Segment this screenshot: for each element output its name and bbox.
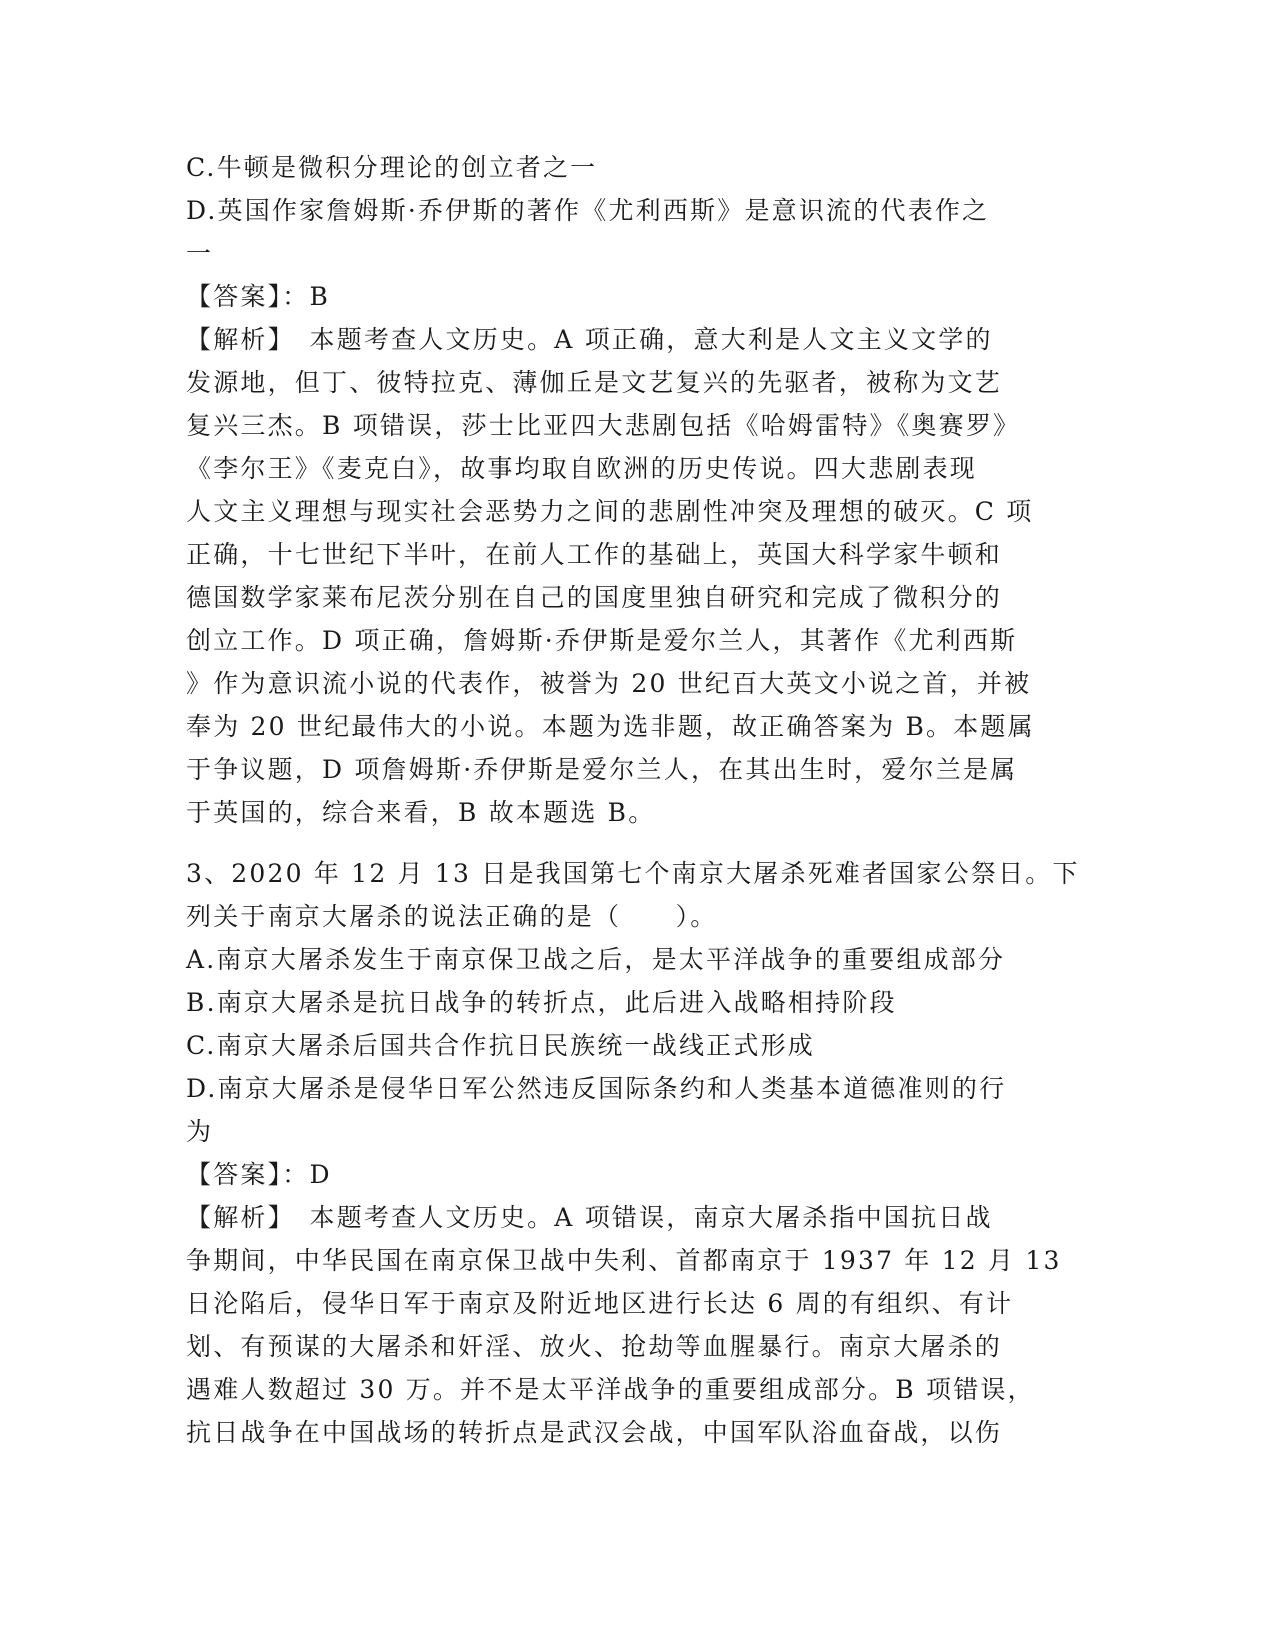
question-stem-line: 3、2020 年 12 月 13 日是我国第七个南京大屠杀死难者国家公祭日。下 <box>186 859 1080 888</box>
option-d-line: D.英国作家詹姆斯·乔伊斯的著作《尤利西斯》是意识流的代表作之 <box>186 196 990 225</box>
analysis-line: 发源地，但丁、彼特拉克、薄伽丘是文艺复兴的先驱者，被称为文艺 <box>186 368 1003 397</box>
option-a: A.南京大屠杀发生于南京保卫战之后，是太平洋战争的重要组成部分 <box>186 945 1006 974</box>
analysis-line: 划、有预谋的大屠杀和奸淫、放火、抢劫等血腥暴行。南京大屠杀的 <box>186 1332 1003 1361</box>
analysis-line: 正确，十七世纪下半叶，在前人工作的基础上，英国大科学家牛顿和 <box>186 540 1003 569</box>
question-spacer <box>186 834 1086 852</box>
analysis-line: 德国数学家莱布尼茨分别在自己的国度里独自研究和完成了微积分的 <box>186 583 1003 612</box>
analysis-line: 日沦陷后，侵华日军于南京及附近地区进行长达 6 周的有组织、有计 <box>186 1289 1014 1318</box>
option-d-line: 一 <box>186 239 214 268</box>
option-c: C.南京大屠杀后国共合作抗日民族统一战线正式形成 <box>186 1031 815 1060</box>
option-d-line: 为 <box>186 1117 214 1146</box>
option-d-line: D.南京大屠杀是侵华日军公然违反国际条约和人类基本道德准则的行 <box>186 1074 1007 1103</box>
document-page <box>186 146 1086 1454</box>
analysis-block <box>186 1196 1086 1454</box>
option-c: C.牛顿是微积分理论的创立者之一 <box>186 153 598 182</box>
analysis-line: 《李尔王》《麦克白》，故事均取自欧洲的历史传说。四大悲剧表现 <box>186 454 978 483</box>
question-stem-line: 列关于南京大屠杀的说法正确的是（ ）。 <box>186 902 718 931</box>
analysis-line: 【解析】 本题考查人文历史。A 项错误，南京大屠杀指中国抗日战 <box>186 1203 993 1232</box>
analysis-line: 抗日战争在中国战场的转折点是武汉会战，中国军队浴血奋战，以伤 <box>186 1418 1003 1447</box>
answer-line: 【答案】：B <box>186 282 331 311</box>
analysis-line: 遇难人数超过 30 万。并不是太平洋战争的重要组成部分。B 项错误， <box>186 1375 1035 1404</box>
option-b: B.南京大屠杀是抗日战争的转折点，此后进入战略相持阶段 <box>186 988 897 1017</box>
analysis-block <box>186 318 1086 834</box>
answer-line: 【答案】：D <box>186 1160 332 1189</box>
analysis-line: 人文主义理想与现实社会恶势力之间的悲剧性冲突及理想的破灭。C 项 <box>186 497 1034 526</box>
question-2-tail <box>186 146 1086 834</box>
analysis-line: 【解析】 本题考查人文历史。A 项正确，意大利是人文主义文学的 <box>186 325 993 354</box>
analysis-line: 于争议题，D 项詹姆斯·乔伊斯是爱尔兰人，在其出生时，爱尔兰是属 <box>186 755 1018 784</box>
analysis-line: 创立工作。D 项正确，詹姆斯·乔伊斯是爱尔兰人，其著作《尤利西斯 <box>186 626 1018 655</box>
analysis-line: 于英国的，综合来看，B 故本题选 B。 <box>186 798 656 827</box>
analysis-line: 复兴三杰。B 项错误，莎士比亚四大悲剧包括《哈姆雷特》《奥赛罗》 <box>186 411 1021 440</box>
analysis-line: 争期间，中华民国在南京保卫战中失利、首都南京于 1937 年 12 月 13 <box>186 1246 1062 1275</box>
analysis-line: 奉为 20 世纪最伟大的小说。本题为选非题，故正确答案为 B。本题属 <box>186 712 1035 741</box>
analysis-line: 》作为意识流小说的代表作，被誉为 20 世纪百大英文小说之首，并被 <box>186 669 1032 698</box>
question-3 <box>186 852 1086 1454</box>
